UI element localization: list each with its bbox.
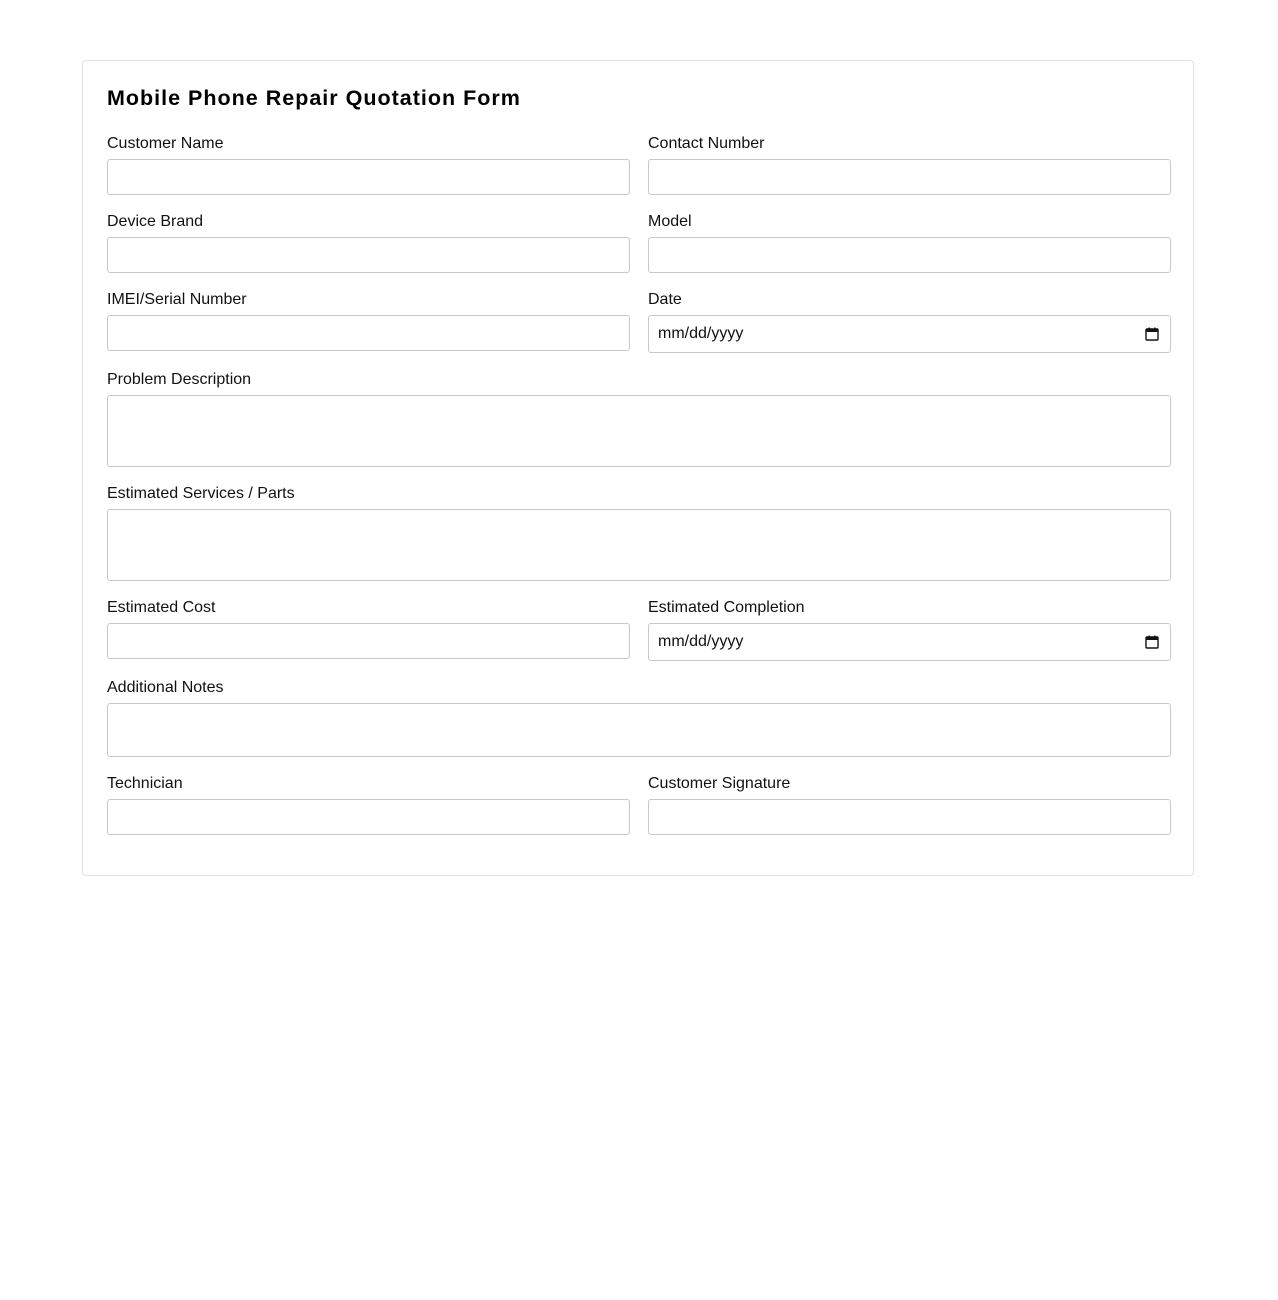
estimated-services-group bbox=[107, 485, 1171, 583]
problem-description-label: Problem Description bbox=[107, 371, 252, 388]
page-title: Mobile Phone Repair Quotation Form bbox=[107, 86, 521, 110]
model-input[interactable] bbox=[648, 237, 1171, 273]
date-input[interactable] bbox=[648, 315, 1171, 353]
technician-input[interactable] bbox=[107, 799, 630, 835]
device-brand-label: Device Brand bbox=[107, 213, 204, 230]
imei-serial-input[interactable] bbox=[107, 315, 630, 351]
problem-description-group bbox=[107, 371, 1171, 469]
calendar-icon[interactable] bbox=[1145, 327, 1159, 341]
quotation-form-card bbox=[82, 60, 1194, 876]
customer-signature-input[interactable] bbox=[648, 799, 1171, 835]
additional-notes-group bbox=[107, 679, 1171, 759]
problem-description-textarea[interactable] bbox=[107, 395, 1171, 467]
technician-group bbox=[107, 775, 630, 837]
estimated-cost-group bbox=[107, 599, 630, 661]
additional-notes-textarea[interactable] bbox=[107, 703, 1171, 757]
estimated-completion-group bbox=[648, 599, 1171, 663]
estimated-completion-label: Estimated Completion bbox=[648, 599, 805, 616]
estimated-services-label: Estimated Services / Parts bbox=[107, 485, 295, 502]
contact-number-label: Contact Number bbox=[648, 135, 765, 152]
customer-name-input[interactable] bbox=[107, 159, 630, 195]
customer-name-label: Customer Name bbox=[107, 135, 224, 152]
imei-serial-group bbox=[107, 291, 630, 353]
additional-notes-label: Additional Notes bbox=[107, 679, 224, 696]
device-brand-group bbox=[107, 213, 630, 275]
calendar-icon[interactable] bbox=[1145, 635, 1159, 649]
date-label: Date bbox=[648, 291, 682, 308]
customer-name-group bbox=[107, 135, 630, 197]
estimated-completion-placeholder: mm/dd/yyyy bbox=[658, 633, 744, 650]
estimated-services-textarea[interactable] bbox=[107, 509, 1171, 581]
date-group bbox=[648, 291, 1171, 355]
model-group bbox=[648, 213, 1171, 275]
technician-label: Technician bbox=[107, 775, 183, 792]
estimated-cost-input[interactable] bbox=[107, 623, 630, 659]
contact-number-group bbox=[648, 135, 1171, 197]
customer-signature-group bbox=[648, 775, 1171, 837]
contact-number-input[interactable] bbox=[648, 159, 1171, 195]
date-placeholder: mm/dd/yyyy bbox=[658, 325, 744, 342]
device-brand-input[interactable] bbox=[107, 237, 630, 273]
estimated-cost-label: Estimated Cost bbox=[107, 599, 216, 616]
customer-signature-label: Customer Signature bbox=[648, 775, 791, 792]
estimated-completion-input[interactable] bbox=[648, 623, 1171, 661]
imei-serial-label: IMEI/Serial Number bbox=[107, 291, 247, 308]
model-label: Model bbox=[648, 213, 692, 230]
